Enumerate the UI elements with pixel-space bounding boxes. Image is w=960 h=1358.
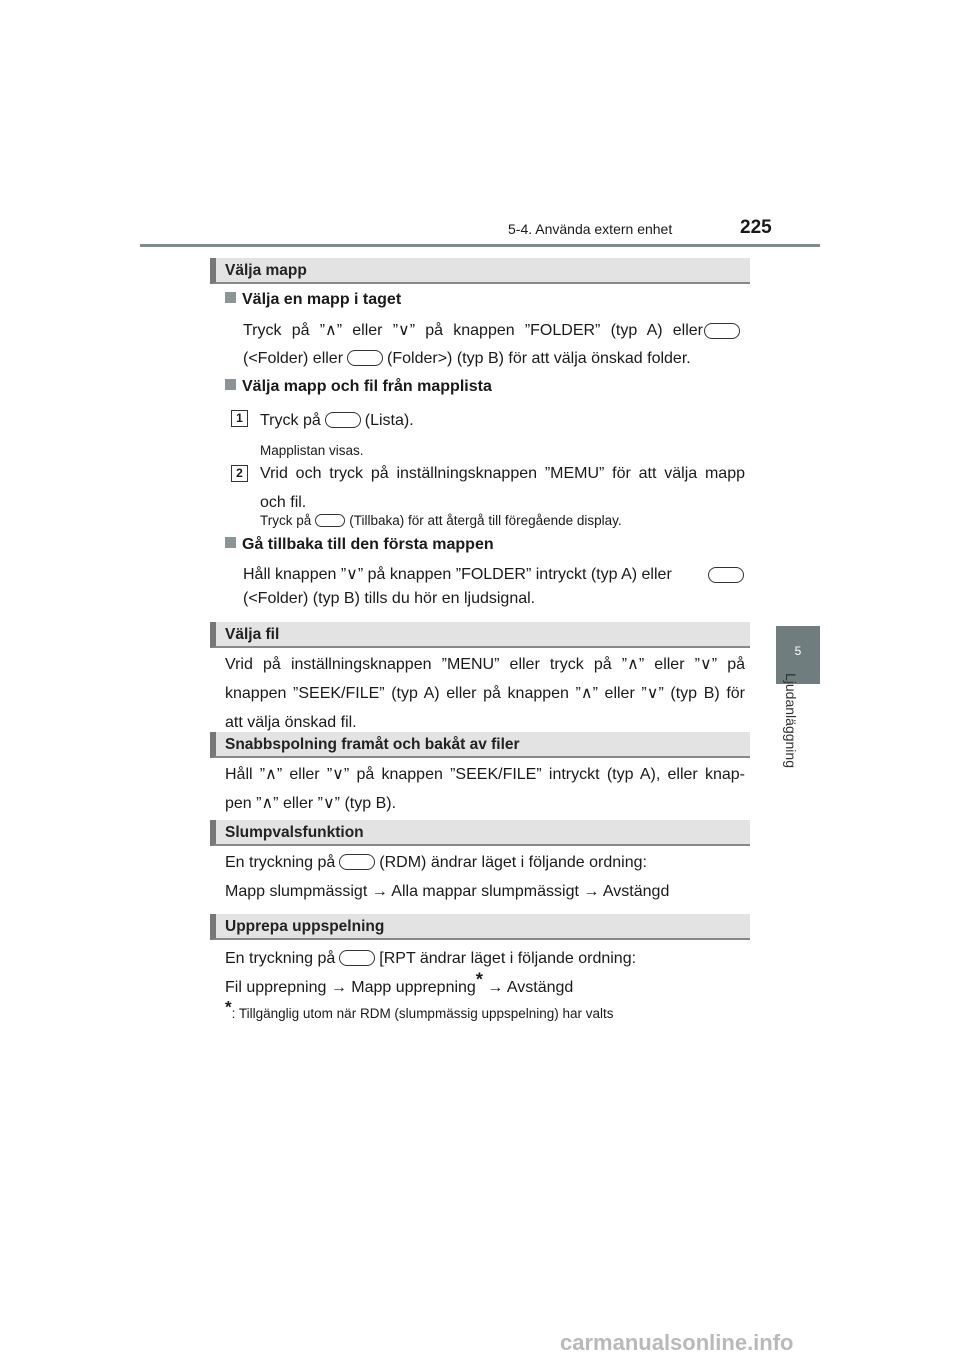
step-1-text (260, 406, 740, 435)
text-segment: → Avstängd (487, 979, 574, 996)
page-number: 225 (740, 217, 772, 238)
text-segment: (Lista). (364, 412, 414, 429)
subheading-valja-en-mapp (225, 291, 401, 309)
text-line: Tryck på ”∧” eller ”∨” på knappen ”FOLDER” (typ A) eller (243, 322, 703, 339)
chapter-side-label: Ljudanläggning (783, 673, 799, 768)
text-line: knappen ”SEEK/FILE” (typ A) eller på knappen ”∧” eller ”∨” (typ B) för (225, 685, 745, 702)
footnote (225, 997, 614, 1021)
paragraph-line: (<Folder) (typ B) tills du hör en ljudsignal. (243, 590, 536, 607)
text-line: att välja önskad fil. (225, 714, 357, 731)
text-segment: (Folder>) (typ B) för att välja önskad folder. (387, 350, 691, 367)
text-segment: (RDM) ändrar läget i följande ordning: (379, 854, 647, 871)
section-heading-upprepa: Upprepa uppspelning (210, 914, 750, 940)
step-2-text (260, 459, 745, 517)
paragraph-line (243, 316, 703, 345)
text-segment: (<Folder) eller (243, 350, 344, 367)
step-number-1: 1 (231, 410, 248, 427)
folder-up-button-icon (704, 323, 740, 339)
step-2-note (260, 513, 622, 528)
section-heading-slumpval: Slumpvalsfunktion (210, 820, 750, 846)
rdm-button-icon (339, 854, 375, 870)
text-segment: Tryck på (260, 412, 321, 429)
text-segment: Fil upprepning → Mapp upprepning (225, 979, 476, 996)
rpt-button-icon (339, 950, 375, 966)
subheading-text: Gå tillbaka till den första mappen (242, 536, 494, 553)
folder-back-button-icon (347, 350, 383, 366)
square-bullet-icon (225, 379, 236, 390)
section-heading-snabbspolning: Snabbspolning framåt och bakåt av filer (210, 732, 750, 758)
section-heading-valja-mapp: Välja mapp (210, 258, 750, 284)
back-button-icon (315, 514, 345, 527)
valja-fil-paragraph (225, 650, 745, 737)
folder-back-button-icon (708, 567, 744, 583)
watermark: carmanualsonline.info (560, 1330, 794, 1355)
subheading-valja-mapp-fil (225, 378, 492, 396)
square-bullet-icon (225, 292, 236, 303)
header-divider (140, 244, 820, 247)
footnote-asterisk: * (475, 969, 483, 990)
slumpval-paragraph (225, 848, 745, 906)
chapter-tab: 5 (776, 626, 820, 684)
text-segment: [RPT ändrar läget i följande ordning: (379, 950, 637, 967)
text-line: pen ”∧” eller ”∨” (typ B). (225, 795, 397, 812)
footnote-asterisk: * (225, 997, 232, 1017)
text-line: Håll knappen ”∨” på knappen ”FOLDER” intryckt (typ A) eller (243, 566, 672, 583)
subheading-text: Välja en mapp i taget (242, 291, 402, 308)
section-heading-valja-fil: Välja fil (210, 622, 750, 648)
text-line: och fil. (260, 494, 307, 511)
text-segment: En tryckning på (225, 950, 336, 967)
text-segment: (Tillbaka) för att återgå till föregående display. (349, 513, 622, 528)
square-bullet-icon (225, 537, 236, 548)
footnote-text: : Tillgänglig utom när RDM (slumpmässig uppspelning) har valts (231, 1006, 614, 1021)
paragraph-line (243, 344, 763, 373)
subheading-text: Välja mapp och fil från mapplista (242, 378, 492, 395)
snabbspolning-paragraph (225, 760, 745, 818)
text-line: Mapp slumpmässigt → Alla mappar slumpmässigt → Avstängd (225, 883, 670, 900)
step-number-2: 2 (231, 465, 248, 482)
text-line: Håll ”∧” eller ”∨” på knappen ”SEEK/FILE” intryckt (typ A), eller knap- (225, 766, 745, 783)
text-segment: Tryck på (260, 513, 312, 528)
text-segment: En tryckning på (225, 854, 336, 871)
chapter-header: 5-4. Använda extern enhet (508, 221, 673, 237)
list-button-icon (325, 412, 361, 428)
upprepa-paragraph (225, 944, 745, 1002)
subheading-ga-tillbaka (225, 536, 494, 554)
text-line: Vrid på inställningsknappen ”MENU” eller tryck på ”∧” eller ”∨” på (225, 656, 745, 673)
text-line: Vrid och tryck på inställningsknappen ”MEMU” för att välja mapp (260, 465, 745, 482)
step-1-note: Mapplistan visas. (260, 443, 364, 458)
